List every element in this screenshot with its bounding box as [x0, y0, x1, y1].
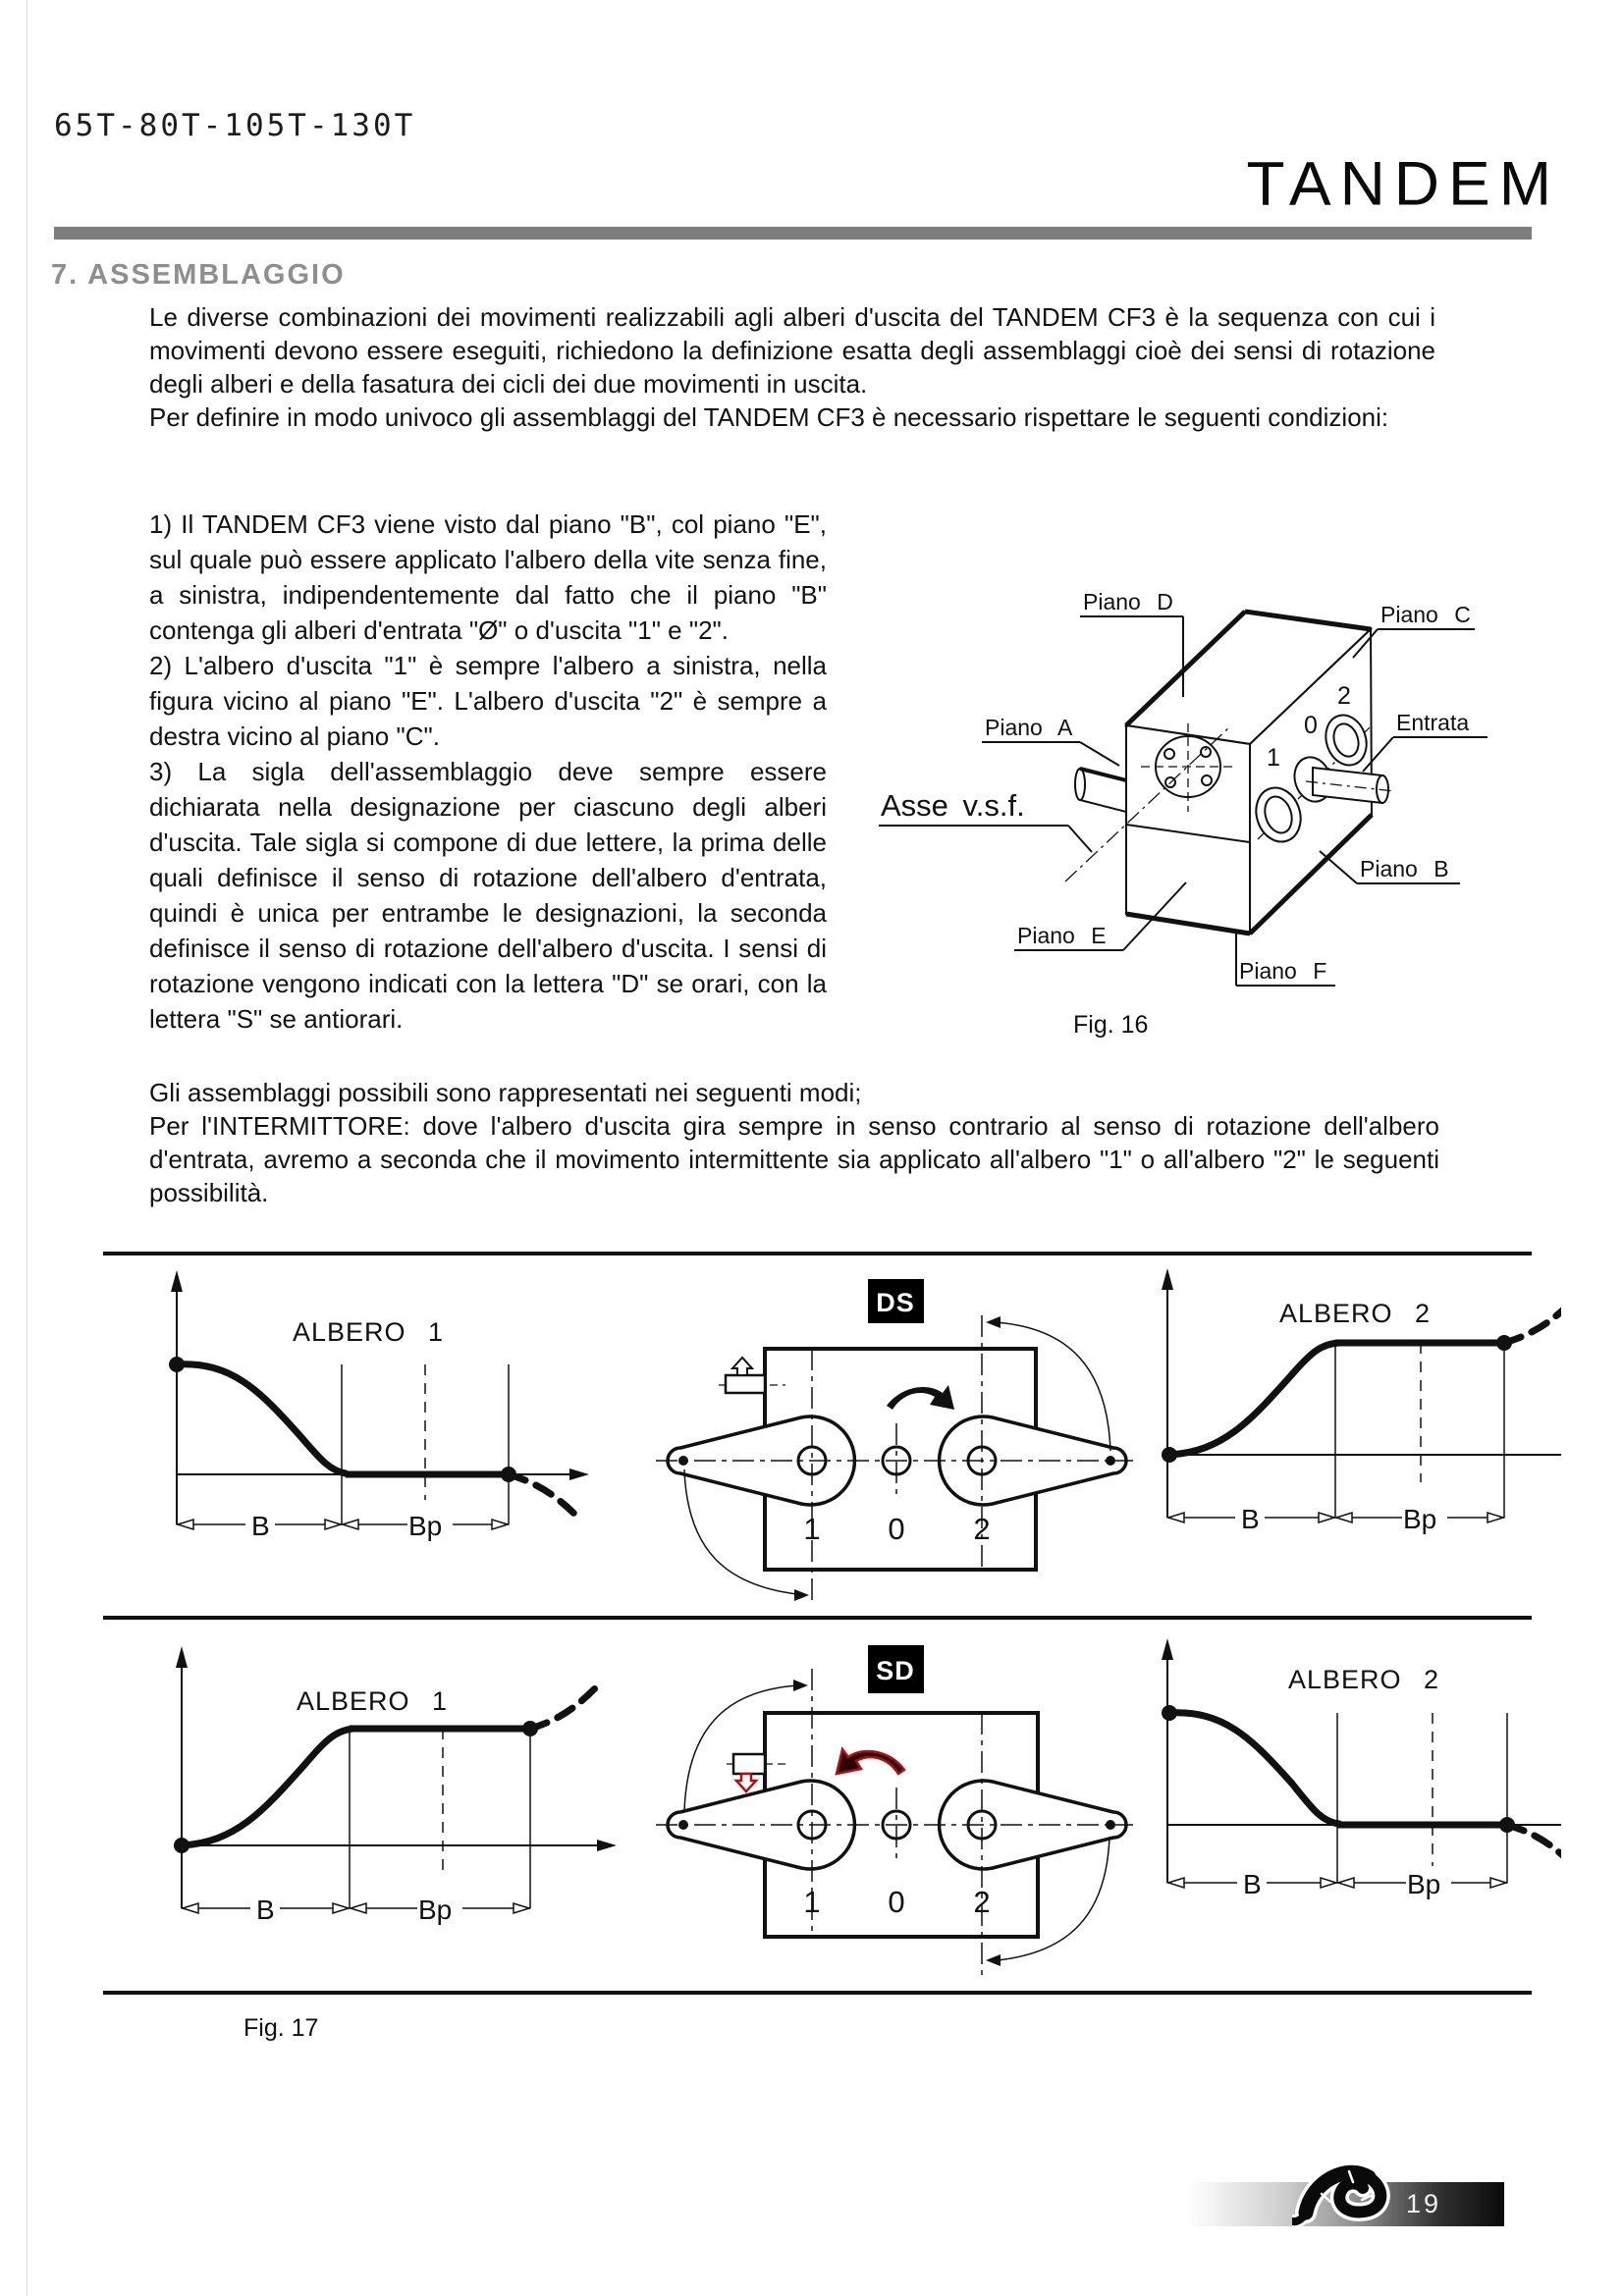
- up-arrow-icon: [732, 1358, 752, 1375]
- ds-mechanism: [656, 1279, 1133, 1601]
- fig17-diagrams: [88, 1232, 1561, 2047]
- fig16-worm-shaft: [1075, 769, 1126, 812]
- fig16-shaft0-number: 0: [1304, 712, 1318, 739]
- condition-item-2: 2) L'albero d'uscita "1" è sempre l'albero a sinistra, nella figura vicino al piano "E". L'albero d'uscita "2" è sempre a destra vicino al piano "C".: [149, 651, 827, 751]
- ds-right-title: ALBERO 2: [1279, 1299, 1432, 1328]
- intro-paragraph-2: Per definire in modo univoco gli assemblaggi del TANDEM CF3 è necessario rispettare le seguenti condizioni:: [149, 402, 1389, 432]
- sd-hole2-label: 2: [973, 1885, 991, 1919]
- fig16-label-piano-b: Piano B: [1360, 856, 1449, 881]
- ds-left-dim-b: B: [251, 1511, 270, 1541]
- fig16-label-entrata: Entrata: [1396, 710, 1470, 735]
- sd-hole1-label: 1: [803, 1885, 821, 1919]
- fig16-label-piano-a: Piano A: [985, 715, 1073, 740]
- intro-paragraphs: [149, 300, 1435, 434]
- fig16-label-piano-c: Piano C: [1380, 602, 1471, 627]
- intro-paragraph-1: Le diverse combinazioni dei movimenti realizzabili agli alberi d'uscita del TANDEM CF3 è la sequenza con cui i movimenti devono essere eseguiti, richiedono la definizione esatta degli assemblaggi cioè dei sensi di rotazione degli alberi e della fasatura dei cicli dei due movimenti in uscita.: [149, 302, 1435, 399]
- ds-hole2-label: 2: [973, 1512, 991, 1546]
- modes-paragraph-1: Gli assemblaggi possibili sono rappresentati nei seguenti modi;: [149, 1078, 862, 1107]
- modes-paragraph-2: Per l'INTERMITTORE: dove l'albero d'uscita gira sempre in senso contrario al senso di rotazione dell'albero d'entrata, avremo a seconda che il movimento intermittente sia applicato all'albero "1" o all'albero "2" le seguenti possibilità.: [149, 1111, 1439, 1207]
- ds-right-dim-b: B: [1241, 1504, 1260, 1534]
- sd-right-title: ALBERO 2: [1288, 1665, 1440, 1694]
- ds-left-title: ALBERO 1: [293, 1317, 445, 1347]
- sd-albero2-graph: [1162, 1638, 1561, 1899]
- sd-right-dim-b: B: [1243, 1869, 1262, 1899]
- fig16-isometric-drawing: [835, 545, 1542, 1045]
- ds-hole0-label: 0: [888, 1512, 905, 1546]
- condition-item-1: 1) Il TANDEM CF3 viene visto dal piano "B", col piano "E", sul quale può essere applicato l'albero della vite senza fine, a sinistra, indipendentemente dal fatto che il piano "B" contenga gli alberi d'entrata "Ø" o d'uscita "1" e "2".: [149, 509, 827, 645]
- sd-mechanism: [656, 1645, 1133, 1975]
- assembly-modes-paragraphs: [149, 1076, 1439, 1209]
- fig16-shaft1-number: 1: [1267, 744, 1280, 772]
- fig16-shaft2-number: 2: [1337, 682, 1351, 710]
- brand-knot-logo: [1292, 2152, 1394, 2232]
- ds-right-dim-bp: Bp: [1403, 1504, 1437, 1534]
- sd-hole0-label: 0: [888, 1885, 905, 1919]
- fig16-label-piano-e: Piano E: [1017, 923, 1107, 948]
- section-title: 7. ASSEMBLAGGIO: [51, 259, 346, 291]
- ds-albero2-graph: [1162, 1268, 1561, 1534]
- fig16-label-asse-vsf: Asse v.s.f.: [881, 788, 1025, 823]
- sd-badge-label: SD: [876, 1656, 915, 1685]
- header-rule: [54, 227, 1532, 240]
- fig16-label-piano-f: Piano F: [1239, 958, 1327, 984]
- sd-left-title: ALBERO 1: [297, 1686, 449, 1716]
- fig16-caption: Fig. 16: [1073, 1011, 1149, 1039]
- sd-right-dim-bp: Bp: [1407, 1869, 1441, 1899]
- sd-left-dim-b: B: [256, 1895, 275, 1925]
- sd-albero1-graph: [174, 1646, 617, 1925]
- sd-left-dim-bp: Bp: [418, 1895, 453, 1925]
- page-number: 19: [1406, 2189, 1442, 2218]
- brand-wordmark: TANDEM: [1246, 148, 1560, 219]
- ds-badge-label: DS: [876, 1288, 915, 1317]
- fig16-label-piano-d: Piano D: [1083, 589, 1173, 614]
- fig17-caption: Fig. 17: [243, 2014, 319, 2042]
- conditions-list: [149, 507, 827, 1037]
- ds-hole1-label: 1: [803, 1512, 821, 1546]
- condition-item-3: 3) La sigla dell'assemblaggio deve sempre essere dichiarata nella designazione per ciascuno degli alberi d'uscita. Tale sigla si compone di due lettere, la prima delle quali definisce il senso di rotazione dell'albero d'entrata, quindi è unica per entrambe le designazioni, la seconda definisce il senso di rotazione dell'albero d'uscita. I sensi di rotazione vengono indicati con la lettera "D" se orari, con la lettera "S" se antiorari.: [149, 757, 827, 1034]
- red-down-arrow-icon: [736, 1774, 756, 1791]
- ds-albero1-graph: [169, 1270, 589, 1541]
- ds-left-dim-bp: Bp: [408, 1511, 443, 1541]
- model-range-title: 65T-80T-105T-130T: [54, 108, 416, 143]
